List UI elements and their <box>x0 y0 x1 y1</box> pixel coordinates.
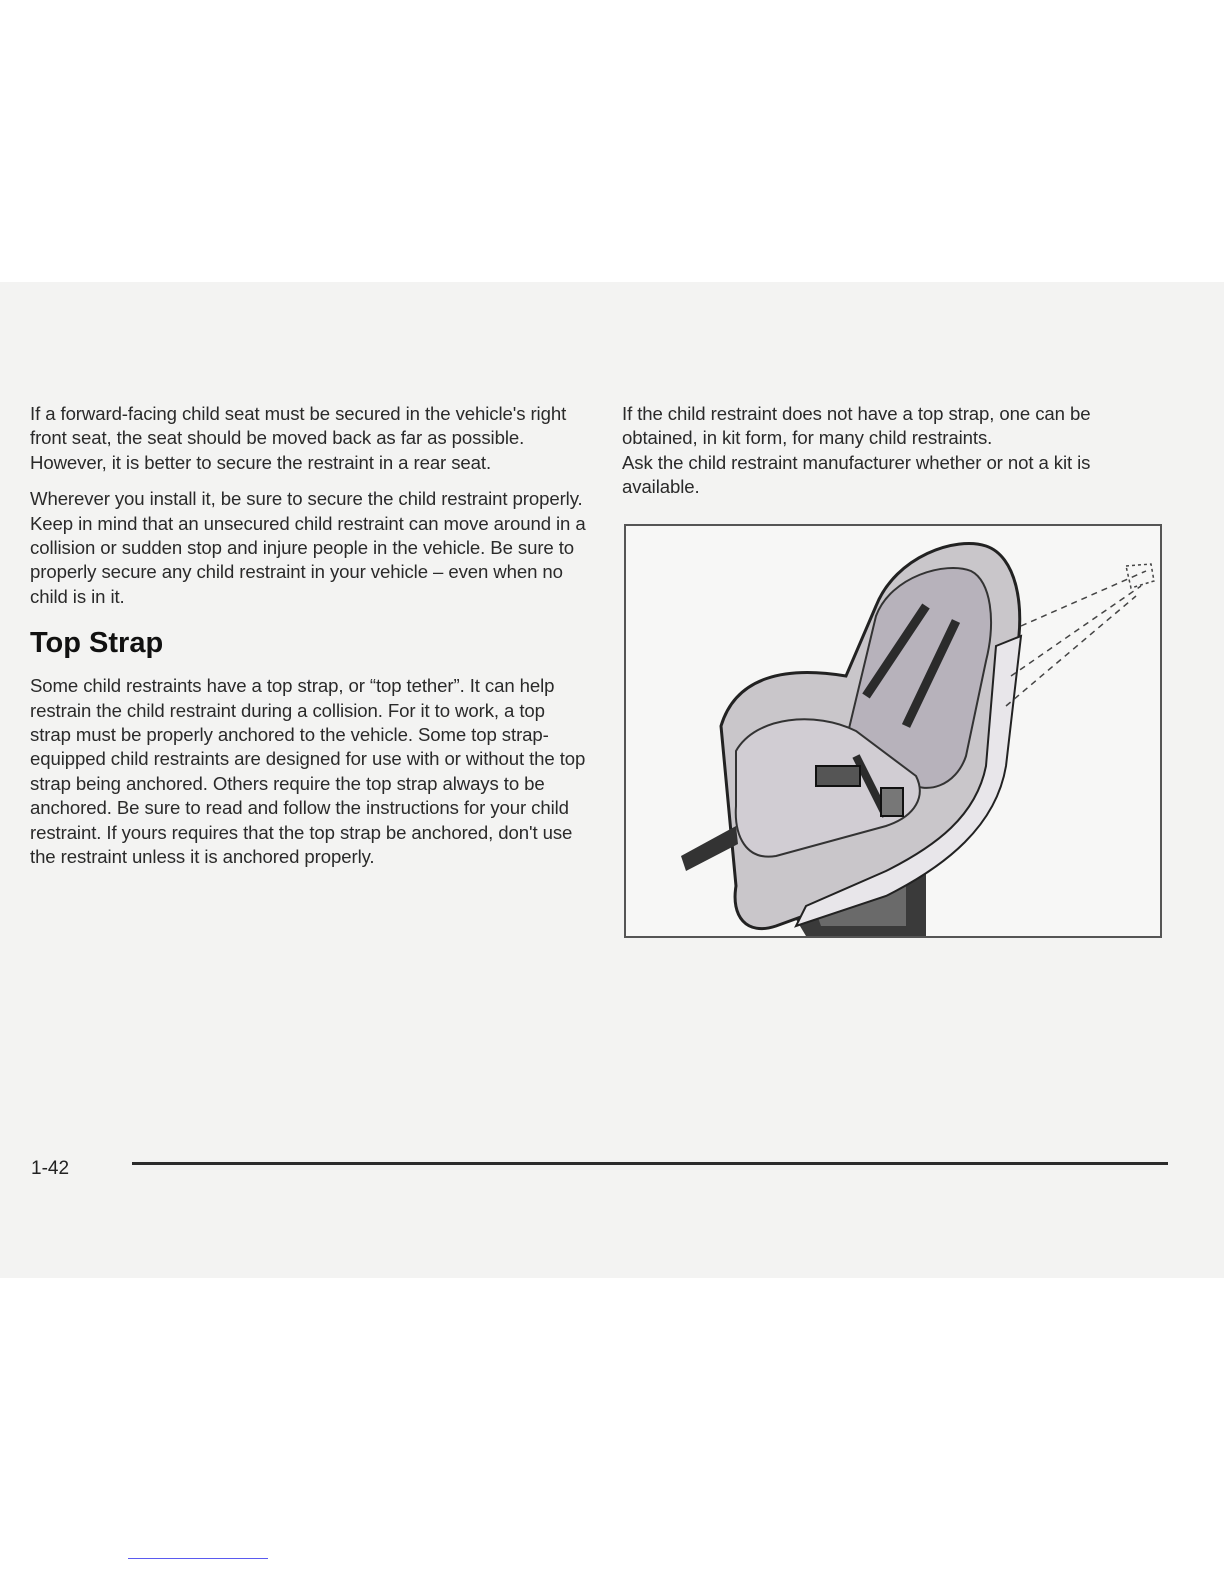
right-column <box>622 402 1170 500</box>
child-seat-figure <box>624 524 1162 938</box>
page-number: 1-42 <box>31 1158 70 1179</box>
footer-rule <box>132 1162 1168 1165</box>
left-column <box>30 402 590 882</box>
top-tether-line-3 <box>1006 596 1136 706</box>
paragraph-right-front-seat: If a forward-facing child seat must be secured in the vehicle's right front seat, the seat should be moved back as far as possible. However, it is better to secure the restraint in a rear seat. <box>30 403 567 473</box>
loose-strap <box>681 826 738 871</box>
top-tether-line-2 <box>1011 586 1141 676</box>
paragraph-top-strap: Some child restraints have a top strap, or “top tether”. It can help restrain the child restraint during a collision. For it to work, a top strap must be properly anchored to the vehicle. Some top strap-equipped child restraints are designed for use with or without the top strap being anchored. Others require the top strap always to be anchored. Be sure to read and follow the instructions for your child restraint. If yours requires that the top strap be anchored, don't use the restraint unless it is anchored properly. <box>30 675 586 868</box>
paragraph-ask-manufacturer: Ask the child restraint manufacturer whether or not a kit is available. <box>622 451 1091 498</box>
harness-buckle <box>816 766 860 786</box>
harness-chest-clip <box>881 788 903 816</box>
paragraph-top-strap-kit: If the child restraint does not have a top strap, one can be obtained, in kit form, for many child restraints. <box>622 403 1091 449</box>
top-tether-line-1 <box>1021 571 1146 626</box>
child-seat-top-strap-illustration <box>626 526 1160 936</box>
section-heading-top-strap: Top Strap <box>30 627 164 660</box>
bottom-link-underline <box>128 1558 268 1559</box>
top-tether-hook <box>1126 564 1154 588</box>
paragraph-secure-restraint: Wherever you install it, be sure to secure the child restraint properly. Keep in mind that an unsecured child restraint can move around in a collision or sudden stop and injure people in the vehicle. Be sure to properly secure any child restraint in your vehicle – even when no child is in it. <box>30 488 586 607</box>
